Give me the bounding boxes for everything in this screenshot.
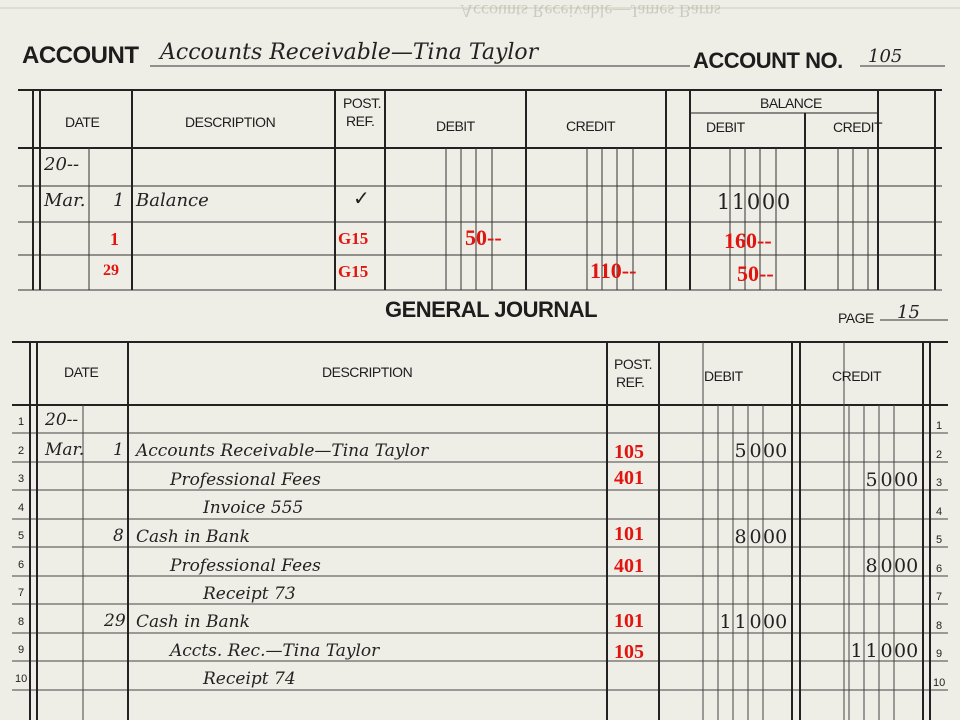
journal-header-credit: CREDIT — [832, 368, 882, 384]
account-name: Accounts Receivable—Tina Taylor — [160, 40, 539, 65]
journal-title: GENERAL JOURNAL — [385, 297, 598, 322]
account-label: ACCOUNT — [22, 42, 139, 69]
header-balance: BALANCE — [760, 95, 822, 111]
entry-debit-amount: 8 000 — [734, 526, 788, 548]
ghost-text: Accounts Receivable—James Barns — [460, 1, 721, 21]
red-day-1: 1 — [110, 229, 119, 249]
red-debit-1: 50-- — [465, 225, 502, 250]
row-number: 1 — [17, 416, 25, 428]
row-number: 7 — [17, 587, 25, 599]
account-no-label: ACCOUNT NO. — [693, 48, 843, 73]
header-balance-debit: DEBIT — [706, 119, 745, 135]
page-number: 15 — [897, 302, 920, 323]
entry-description: Cash in Bank — [136, 612, 250, 632]
red-postref-2: G15 — [338, 262, 369, 281]
entry-debit-amount: 1 1 000 — [719, 611, 788, 633]
account-no: 105 — [868, 46, 903, 67]
row-number: 7 — [935, 591, 943, 603]
header-debit: DEBIT — [436, 118, 475, 134]
ledger-balance-amount: 11000 — [716, 190, 791, 214]
row-number: 5 — [17, 530, 25, 542]
row-number: 9 — [935, 648, 943, 660]
row-number: 1 — [935, 420, 943, 432]
entry-description: Receipt 73 — [203, 584, 296, 604]
row-number: 3 — [17, 473, 25, 485]
journal-header-date: DATE — [64, 364, 99, 380]
row-number: 8 — [935, 620, 943, 632]
entry-credit-amount: 5 000 — [865, 469, 919, 491]
journal-month: Mar. — [45, 440, 85, 460]
check-mark-icon: ✓ — [353, 186, 370, 210]
ledger-year: 20-- — [44, 154, 80, 175]
journal-header-debit: DEBIT — [704, 368, 743, 384]
row-number: 4 — [17, 502, 25, 514]
entry-description: Invoice 555 — [203, 498, 304, 518]
red-day-2: 29 — [103, 262, 119, 279]
entry-post-ref: 105 — [614, 441, 644, 463]
ledger-description: Balance — [136, 190, 209, 211]
red-postref-1: G15 — [338, 229, 369, 248]
entry-day: 29 — [104, 611, 126, 631]
journal-header-post: POST. — [614, 356, 652, 372]
header-balance-credit: CREDIT — [833, 119, 883, 135]
entry-day: 1 — [113, 440, 124, 460]
entry-description: Accounts Receivable—Tina Taylor — [136, 441, 429, 461]
entry-post-ref: 101 — [614, 610, 644, 632]
row-number: 2 — [17, 445, 25, 457]
row-number: 2 — [935, 449, 943, 461]
entry-description: Professional Fees — [170, 556, 321, 576]
header-post: POST. — [343, 95, 381, 111]
journal-header-ref: REF. — [616, 374, 645, 390]
row-number: 5 — [935, 534, 943, 546]
entry-post-ref: 401 — [614, 555, 644, 577]
row-number: 6 — [17, 559, 25, 571]
journal-year: 20-- — [45, 410, 79, 430]
row-number: 6 — [935, 563, 943, 575]
entry-debit-amount: 5 000 — [734, 440, 788, 462]
row-number: 9 — [17, 644, 25, 656]
red-balance-2: 50-- — [737, 261, 774, 286]
red-balance-1: 160-- — [724, 228, 772, 253]
row-number: 10 — [15, 673, 28, 685]
header-description: DESCRIPTION — [185, 114, 276, 130]
entry-credit-amount: 8 000 — [865, 555, 919, 577]
journal-header-description: DESCRIPTION — [322, 364, 413, 380]
entry-description: Cash in Bank — [136, 527, 250, 547]
header-date: DATE — [65, 114, 100, 130]
entry-credit-amount: 1 1 000 — [850, 640, 919, 662]
ledger-month: Mar. — [44, 190, 86, 211]
entry-post-ref: 101 — [614, 523, 644, 545]
journal-grid — [0, 290, 960, 720]
entry-description: Professional Fees — [170, 470, 321, 490]
page-label: PAGE — [838, 310, 874, 326]
row-number: 3 — [935, 477, 943, 489]
header-ref: REF. — [346, 113, 375, 129]
entry-day: 8 — [113, 526, 124, 546]
row-number: 10 — [933, 677, 946, 689]
entry-post-ref: 401 — [614, 467, 644, 489]
entry-post-ref: 105 — [614, 641, 644, 663]
entry-description: Accts. Rec.—Tina Taylor — [170, 641, 380, 661]
row-number: 8 — [17, 616, 25, 628]
header-credit: CREDIT — [566, 118, 616, 134]
entry-description: Receipt 74 — [203, 669, 296, 689]
row-number: 4 — [935, 506, 943, 518]
red-credit-2: 110-- — [590, 258, 637, 283]
ledger-day: 1 — [113, 190, 125, 211]
